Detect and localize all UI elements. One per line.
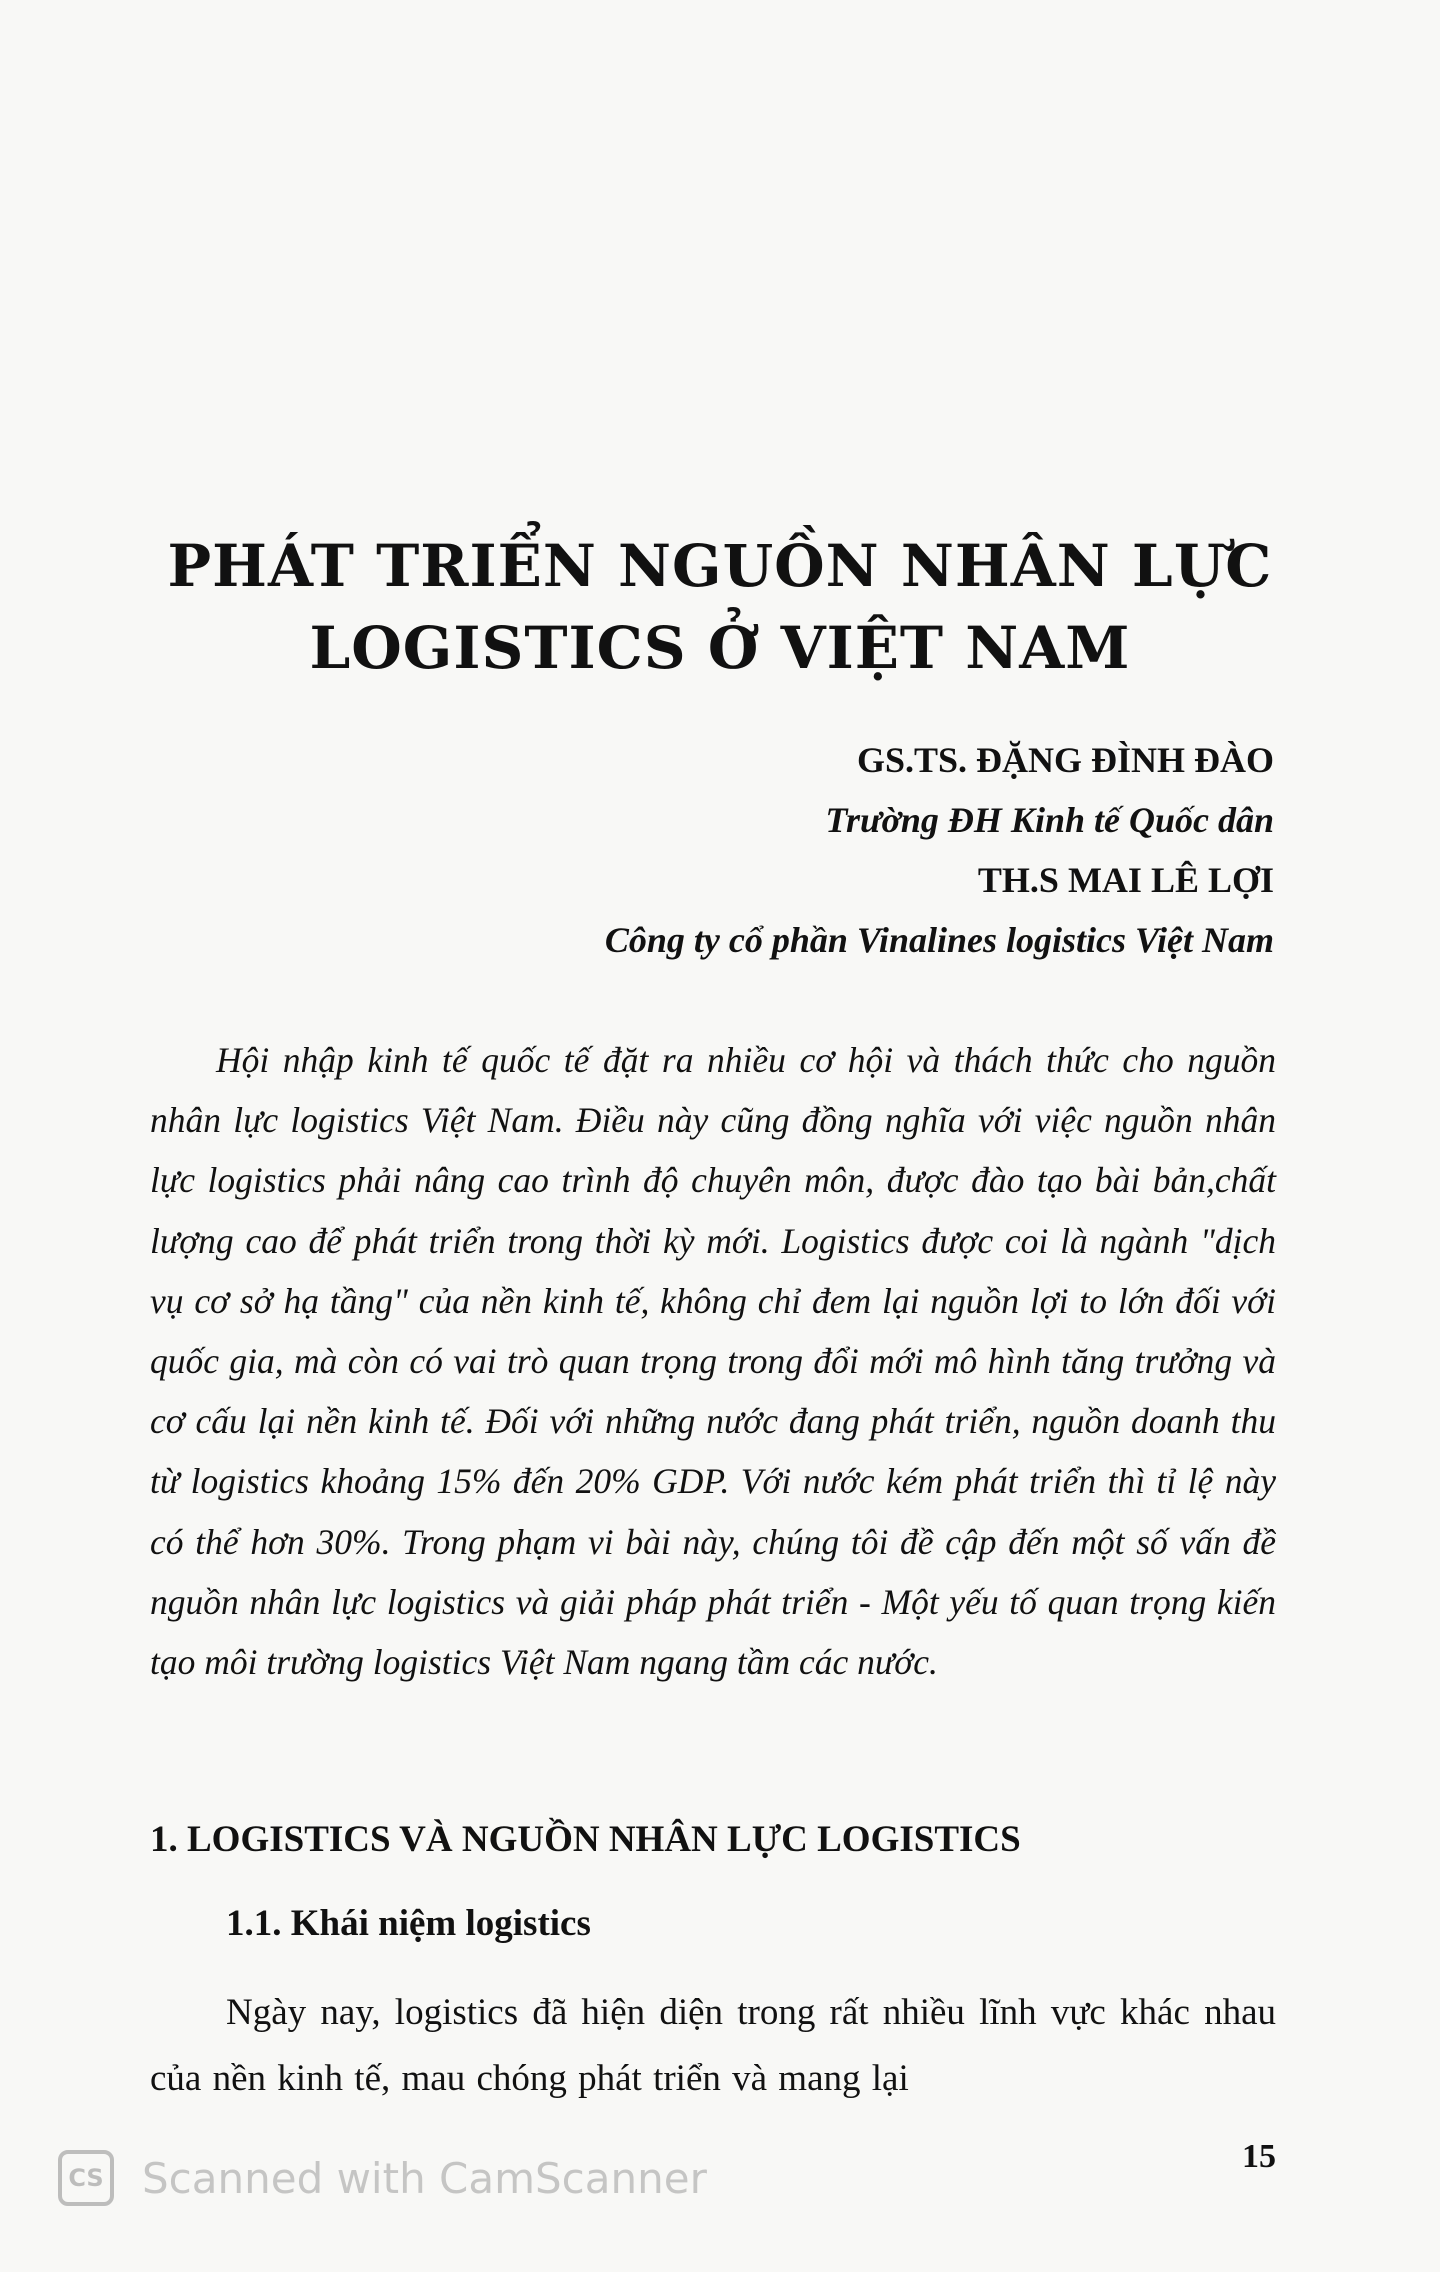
author-block [605,730,1274,970]
title-line-1: PHÁT TRIỂN NGUỒN NHÂN LỰC [167,532,1273,600]
watermark-text: Scanned with CamScanner [142,2153,707,2203]
author-affiliation-1: Trường ĐH Kinh tế Quốc dân [825,800,1274,840]
body-paragraph: Ngày nay, logistics đã hiện diện trong rất nhiều lĩnh vực khác nhau của nền kinh tế, mau chóng phát triển và mang lại [150,1992,1276,2099]
camscanner-logo-icon: CS [58,2150,114,2206]
article-title [120,525,1320,689]
abstract-paragraph: Hội nhập kinh tế quốc tế đặt ra nhiều cơ hội và thách thức cho nguồn nhân lực logistics Việt Nam. Điều này cũng đồng nghĩa với việc nguồn nhân lực logistics phải nâng cao trình độ chuyên môn, được đào tạo bài bản,chất lượng cao để phát triển trong thời kỳ mới. Logistics được coi là ngành "dịch vụ cơ sở hạ tầng" của nền kinh tế, không chỉ đem lại nguồn lợi to lớn đối với quốc gia, mà còn có vai trò quan trọng trong đổi mới mô hình tăng trưởng và cơ cấu lại nền kinh tế. Đối với những nước đang phát triển, nguồn doanh thu từ logistics khoảng 15% đến 20% GDP. Với nước kém phát triển thì tỉ lệ này có thể hơn 30%. Trong phạm vi bài này, chúng tôi đề cập đến một số vấn đề nguồn nhân lực logistics và giải pháp phát triển - Một yếu tố quan trọng kiến tạo môi trường logistics Việt Nam ngang tầm các nước. [150,1040,1276,1683]
page-number: 15 [1242,2138,1276,2175]
author-name-1: GS.TS. ĐẶNG ĐÌNH ĐÀO [856,740,1274,780]
section-heading: 1. LOGISTICS VÀ NGUỒN NHÂN LỰC LOGISTICS [150,1819,1021,1860]
author-name-2: TH.S MAI LÊ LỢI [977,860,1274,900]
subsection-heading: 1.1. Khái niệm logistics [226,1903,591,1944]
title-line-2: LOGISTICS Ở VIỆT NAM [309,614,1131,682]
camscanner-watermark [58,2150,707,2206]
author-affiliation-2: Công ty cổ phần Vinalines logistics Việt Nam [604,920,1274,960]
